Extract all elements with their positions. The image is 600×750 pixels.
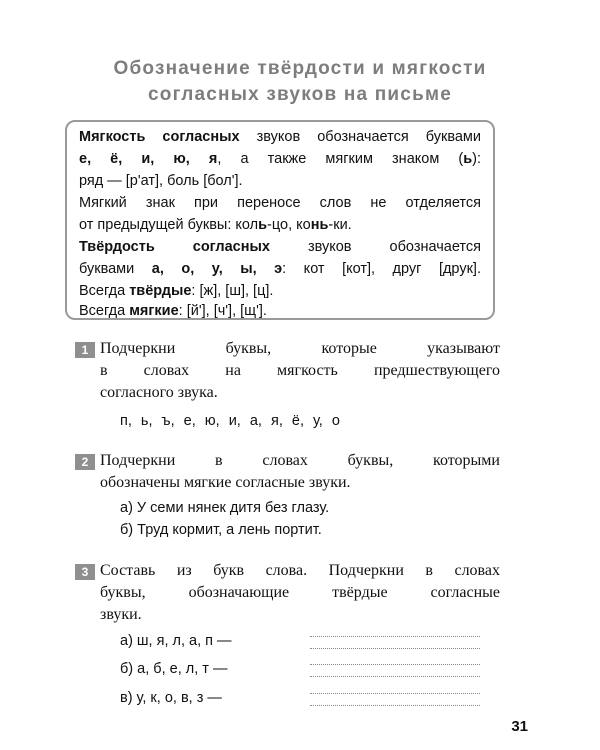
rule-box (65, 120, 495, 320)
rule-line-3: ряд — [р'ат], боль [бол']. (79, 173, 243, 189)
task-1-number-badge: 1 (75, 342, 95, 358)
task-3-item: в) у, к, о, в, з — (120, 690, 222, 706)
task-2-text-line: обозначены мягкие согласные звуки. (100, 474, 351, 491)
title-line-2: согласных звуков на письме (148, 84, 452, 105)
task-2-item: а) У семи нянек дитя без глазу. (120, 500, 330, 516)
answer-line-guide (310, 636, 480, 637)
answer-line[interactable] (310, 676, 480, 677)
task-1-text-line: Подчеркни буквы, которые указывают (100, 340, 500, 357)
rule-line-5: от предыдущей буквы: коль-цо, конь-ки. (79, 217, 352, 233)
rule-line-2: е, ё, и, ю, я, а также мягким знаком (ь): (79, 151, 481, 167)
task-1-text-line: согласного звука. (100, 384, 218, 401)
answer-line-guide (310, 664, 480, 665)
task-1-letters: п, ь, ъ, е, ю, и, а, я, ё, у, о (120, 413, 340, 429)
answer-line-guide (310, 693, 480, 694)
rule-line-6: Твёрдость согласных звуков обозначается (79, 239, 481, 255)
task-3-text-line: звуки. (100, 606, 142, 623)
task-3-item: б) а, б, е, л, т — (120, 661, 228, 677)
task-3-text-line: Составь из букв слова. Подчеркни в словах (100, 562, 500, 579)
rule-line-1: Мягкость согласных звуков обозначается буквами (79, 129, 481, 145)
rule-line-4: Мягкий знак при переносе слов не отделяется (79, 195, 481, 211)
task-3-item: а) ш, я, л, а, п — (120, 633, 232, 649)
task-3-text-line: буквы, обозначающие твёрдые согласные (100, 584, 500, 601)
answer-line[interactable] (310, 705, 480, 706)
task-1-text-line: в словах на мягкость предшествующего (100, 362, 500, 379)
rule-line-8: Всегда твёрдые: [ж], [ш], [ц]. (79, 283, 274, 299)
task-3-number-badge: 3 (75, 564, 95, 580)
task-2-item: б) Труд кормит, а лень портит. (120, 522, 322, 538)
rule-line-9: Всегда мягкие: [й'], [ч'], [щ']. (79, 303, 267, 319)
page-number: 31 (511, 718, 528, 735)
task-2-number-badge: 2 (75, 454, 95, 470)
title-line-1: Обозначение твёрдости и мягкости (113, 58, 487, 79)
rule-line-7: буквами а, о, у, ы, э: кот [кот], друг [друк]. (79, 261, 481, 277)
answer-line[interactable] (310, 648, 480, 649)
task-2-text-line: Подчеркни в словах буквы, которыми (100, 452, 500, 469)
page-title (0, 56, 600, 108)
